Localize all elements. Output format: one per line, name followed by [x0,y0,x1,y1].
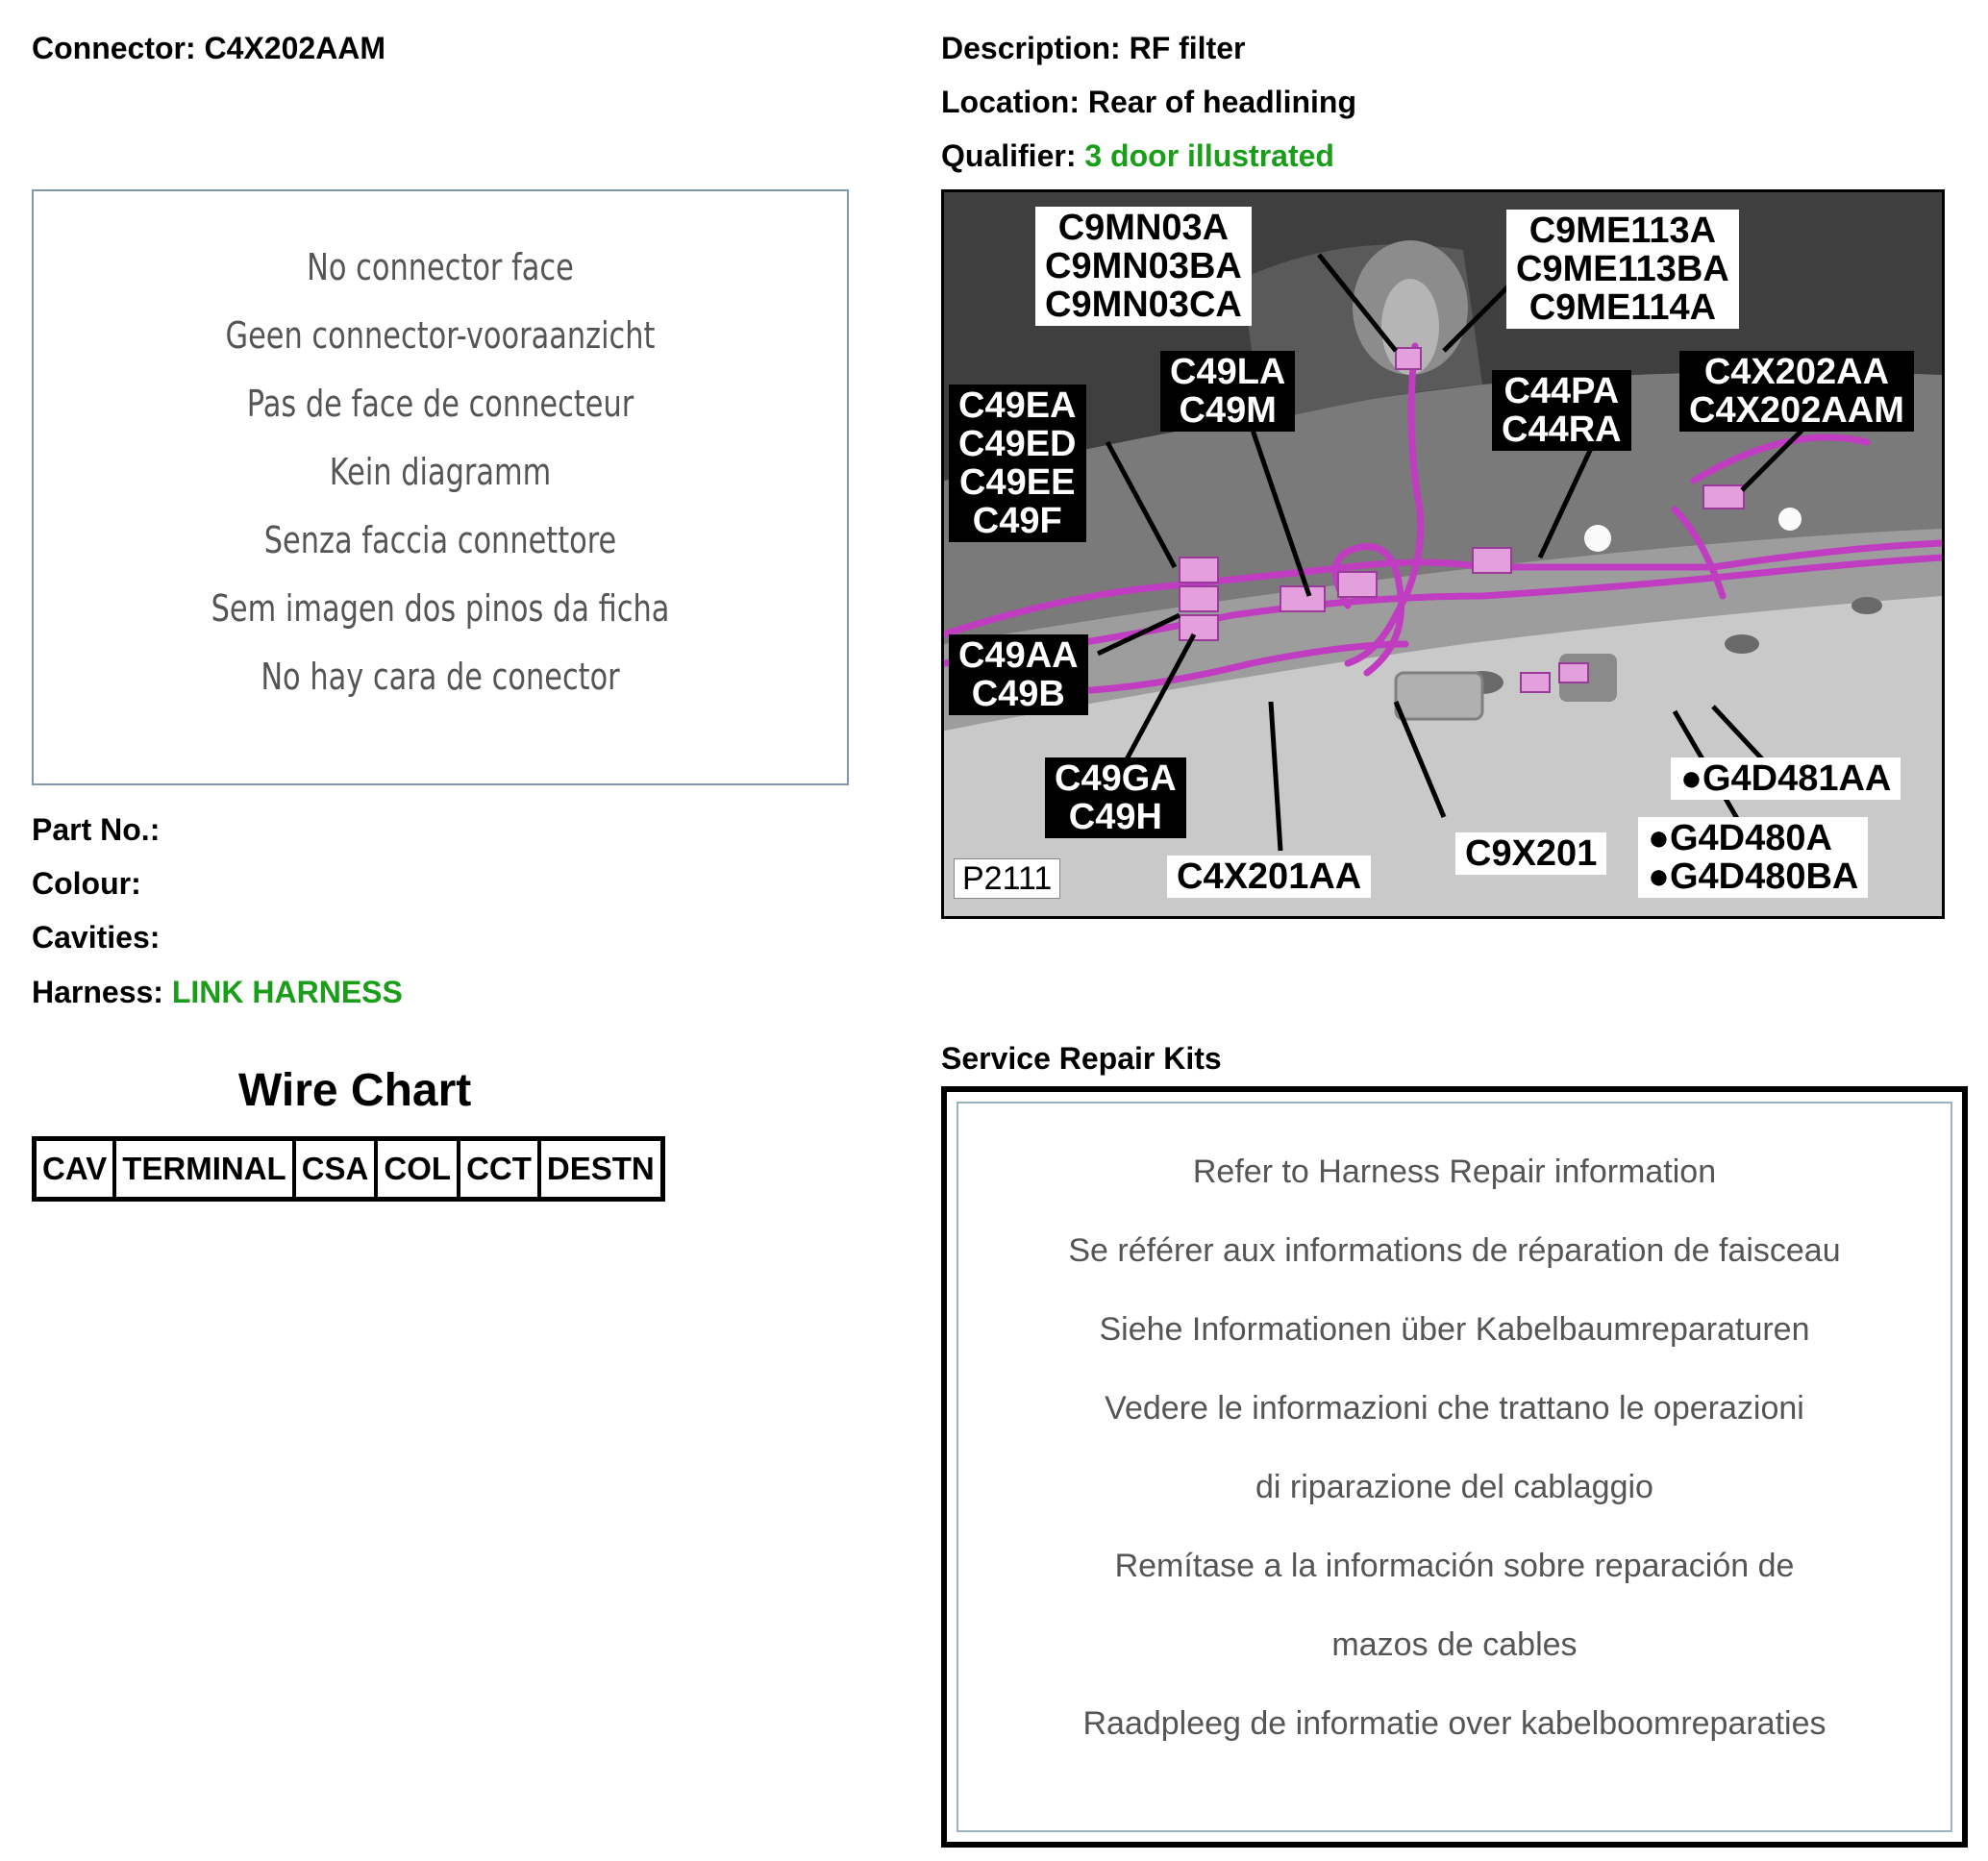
diagram-label-text: C49F [972,501,1062,541]
diagram-label-text: C9X201 [1465,833,1598,874]
cavities-field [32,918,160,956]
diagram-label-text: C49EA [958,385,1077,426]
description-field [941,29,1245,67]
qualifier-label: Qualifier: [941,138,1077,173]
diagram-label-text: C49B [971,674,1065,714]
diagram-label-text: C49M [1179,390,1277,431]
wire-chart-table [32,1136,665,1202]
diagram-label-text: C49GA [1055,758,1177,799]
diagram-label-text: C4X202AAM [1689,390,1904,431]
no-face-line: Geen connector-vooraanzicht [225,314,656,357]
cavities-label: Cavities: [32,920,161,955]
diagram-label-text: ●G4D481AA [1680,758,1892,799]
repair-info-line: di riparazione del cablaggio [1255,1469,1653,1505]
diagram-label-text: C4X202AA [1703,352,1890,392]
description-label: Description: [941,31,1121,65]
diagram-reference-code: P2111 [954,858,1060,899]
repair-info-line: Refer to Harness Repair information [1192,1154,1717,1190]
diagram-label-c4x201 [1167,856,1371,898]
repair-info-line: mazos de cables [1331,1626,1578,1663]
qualifier-value[interactable]: 3 door illustrated [1084,138,1334,173]
column-header-cav: CAV [35,1139,115,1200]
connector-label: Connector: [32,31,196,65]
no-face-line: No hay cara de conector [261,656,620,698]
harness-label: Harness: [32,975,163,1009]
diagram-label-text: C4X201AA [1177,856,1362,897]
wire-chart-title: Wire Chart [238,1065,472,1116]
repair-info-line: Siehe Informationen über Kabelbaumreparaturen [1099,1311,1810,1348]
repair-info-line: Vedere le informazioni che trattano le operazioni [1105,1390,1804,1427]
repair-info-line: Raadpleeg de informatie over kabelboomreparaties [1082,1705,1826,1742]
harness-value[interactable]: LINK HARNESS [171,975,403,1009]
qualifier-field [941,136,1334,175]
diagram-label-text: ●G4D480A [1648,818,1832,858]
diagram-label-text: C49EE [959,462,1076,503]
location-label: Location: [941,85,1080,119]
diagram-label-text: C9MN03CA [1045,285,1242,325]
diagram-label-c44pa [1492,370,1631,451]
connector-field [32,29,385,67]
diagram-label-text: C9ME113A [1528,211,1717,251]
repair-info-line: Se référer aux informations de réparation de faisceau [1068,1232,1841,1269]
diagram-label-c49ga [1045,757,1186,838]
description-value: RF filter [1129,31,1246,65]
table-header-row [35,1139,663,1200]
diagram-label-text: C9MN03A [1057,208,1230,248]
service-repair-kits-box [941,1086,1968,1848]
diagram-label-g4d480 [1638,817,1868,898]
diagram-label-c9mn [1035,207,1252,326]
diagram-label-c49la [1160,351,1295,432]
connector-location-diagram [941,189,1945,919]
service-repair-kits-inner [957,1102,1952,1832]
diagram-label-c9me [1506,210,1739,329]
no-face-line: No connector face [307,246,574,288]
part-no-label: Part No.: [32,812,161,847]
repair-info-line: Remítase a la información sobre reparación de [1114,1548,1795,1584]
colour-label: Colour: [32,866,141,901]
diagram-label-text: C9ME114A [1528,287,1717,328]
column-header-cct: CCT [459,1139,539,1200]
service-repair-kits-title: Service Repair Kits [941,1041,1222,1076]
no-face-line: Sem imagen dos pinos da ficha [211,587,670,630]
diagram-label-c49aa [949,634,1088,715]
diagram-label-text: C49AA [958,635,1079,676]
column-header-csa: CSA [294,1139,377,1200]
column-header-terminal: TERMINAL [114,1139,293,1200]
part-no-field [32,810,160,849]
column-header-col: COL [376,1139,459,1200]
diagram-label-g4d481 [1671,757,1901,800]
no-face-line: Pas de face de connecteur [246,383,634,425]
diagram-label-c49ea [949,385,1086,542]
diagram-label-text: C44PA [1503,371,1620,411]
diagram-label-c9x201 [1455,832,1606,875]
colour-field [32,864,141,903]
connector-value: C4X202AAM [204,31,386,65]
diagram-label-text: C49H [1068,797,1162,837]
no-face-line: Kein diagramm [329,451,552,493]
diagram-label-text: ●G4D480BA [1648,856,1859,897]
column-header-destn: DESTN [539,1139,662,1200]
location-field [941,83,1356,121]
harness-field [32,973,403,1011]
diagram-label-text: C9ME113BA [1516,249,1729,289]
diagram-label-text: C44RA [1502,409,1622,450]
diagram-label-text: C49LA [1170,352,1286,392]
no-face-line: Senza faccia connettore [263,519,617,561]
no-connector-face-box [32,189,849,785]
diagram-label-text: C9MN03BA [1045,246,1242,286]
diagram-label-text: C49ED [958,424,1077,464]
location-value: Rear of headlining [1087,85,1357,119]
diagram-label-c4x202 [1679,351,1914,432]
